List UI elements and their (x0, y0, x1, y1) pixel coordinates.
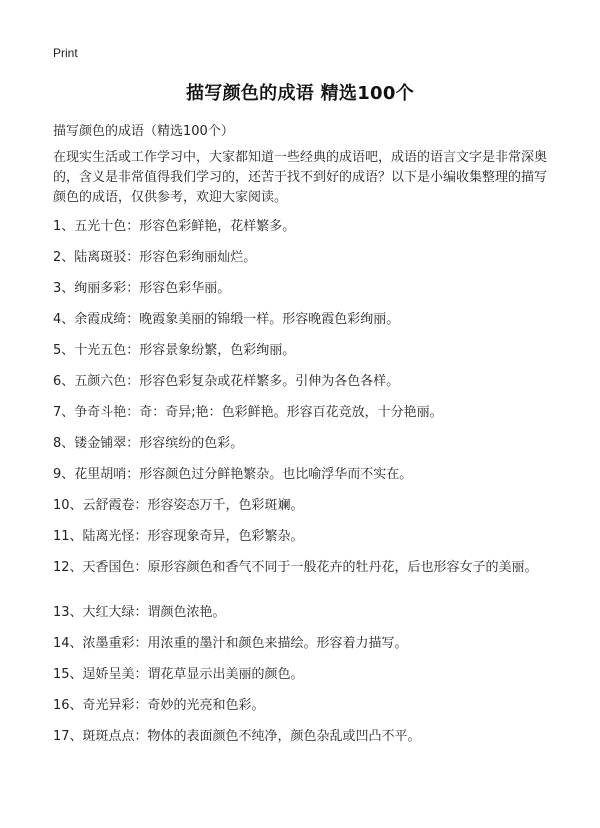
list-item: 12、天香国色：原形容颜色和香气不同于一般花卉的牡丹花，后也形容女子的美丽。 (53, 560, 538, 575)
list-item: 16、奇光异彩：奇妙的光亮和色彩。 (53, 698, 265, 713)
list-item: 14、浓墨重彩：用浓重的墨汁和颜色来描绘。形容着力描写。 (53, 636, 408, 651)
list-item: 17、斑斑点点：物体的表面颜色不纯净，颜色杂乱或凹凸不平。 (53, 729, 421, 744)
idiom-list (53, 211, 573, 752)
list-item: 3、绚丽多彩：形容色彩华丽。 (53, 281, 231, 296)
list-item: 5、十光五色：形容景象纷繁，色彩绚丽。 (53, 343, 296, 358)
list-item: 10、云舒霞卷：形容姿态万千，色彩斑斓。 (53, 498, 304, 513)
list-item: 13、大红大绿：谓颜色浓艳。 (53, 605, 226, 620)
list-item: 15、逞娇呈美：谓花草显示出美丽的颜色。 (53, 667, 304, 682)
intro-paragraph: 在现实生活或工作学习中，大家都知道一些经典的成语吧，成语的语言文字是非常深奥的，含义是非常值得我们学习的，还苦于找不到好的成语？以下是小编收集整理的描写颜色的成语，仅供参考，欢迎大家阅读。 (53, 150, 548, 205)
list-item: 6、五颜六色：形容色彩复杂或花样繁多。引伸为各色各样。 (53, 374, 400, 389)
list-item: 2、陆离斑驳：形容色彩绚丽灿烂。 (53, 250, 257, 265)
page-title: 描写颜色的成语 精选100个 (185, 83, 415, 104)
print-link[interactable]: Print (53, 46, 78, 60)
document-subtitle: 描写颜色的成语（精选100个） (53, 124, 234, 139)
list-item: 9、花里胡哨：形容颜色过分鲜艳繁杂。也比喻浮华而不实在。 (53, 467, 413, 482)
list-item: 1、五光十色：形容色彩鲜艳，花样繁多。 (53, 219, 296, 234)
list-item: 11、陆离光怪：形容现象奇异，色彩繁杂。 (53, 529, 304, 544)
list-item: 8、镂金铺翠：形容缤纷的色彩。 (53, 436, 244, 451)
list-item: 7、争奇斗艳：奇：奇异;艳：色彩鲜艳。形容百花竞放，十分艳丽。 (53, 405, 443, 420)
list-item: 4、余霞成绮：晚霞象美丽的锦缎一样。形容晚霞色彩绚丽。 (53, 312, 400, 327)
